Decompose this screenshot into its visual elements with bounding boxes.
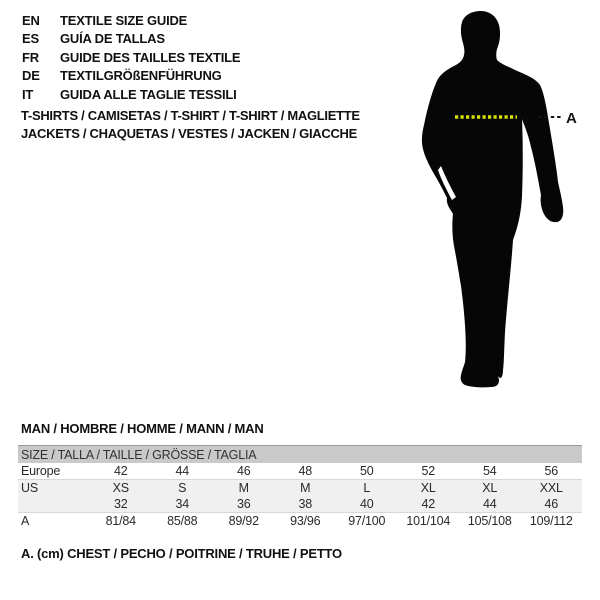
row-label: US — [18, 480, 90, 497]
table-row-chest-cm — [18, 513, 582, 530]
category-line-jackets: JACKETS / CHAQUETAS / VESTES / JACKEN / GIACCHE — [21, 126, 357, 141]
cell: 89/92 — [213, 513, 275, 530]
cell: 101/104 — [398, 513, 460, 530]
cell: 81/84 — [90, 513, 152, 530]
cell: 54 — [482, 464, 497, 478]
cell: 97/100 — [336, 513, 398, 530]
cell: 32 — [90, 496, 152, 513]
language-title: TEXTILGRÖßENFÜHRUNG — [60, 68, 222, 84]
cell: L — [336, 480, 398, 497]
cell: 42 — [398, 496, 460, 513]
cell: 52 — [421, 464, 435, 478]
silhouette-svg — [395, 8, 580, 398]
language-code: ES — [22, 31, 39, 47]
table-row-us-letters — [18, 480, 582, 497]
language-title: TEXTILE SIZE GUIDE — [60, 13, 188, 28]
language-title: GUIDE DES TAILLES TEXTILE — [60, 49, 241, 65]
language-title: GUIDA ALLE TAGLIE TESSILI — [60, 86, 237, 102]
category-line-tshirts: T-SHIRTS / CAMISETAS / T-SHIRT / T-SHIRT / MAGLIETTE — [21, 108, 360, 123]
language-code: IT — [22, 86, 34, 102]
cell: 44 — [459, 496, 521, 513]
cell: 109/112 — [521, 513, 583, 530]
section-title: MAN / HOMBRE / HOMME / MANN / MAN — [21, 421, 264, 436]
man-silhouette — [422, 11, 563, 387]
cell: XS — [90, 480, 152, 497]
cell: 38 — [275, 496, 337, 513]
language-list — [22, 12, 240, 104]
language-row — [22, 49, 240, 67]
language-row — [22, 67, 240, 85]
language-code: DE — [22, 68, 40, 84]
cell: 40 — [336, 496, 398, 513]
category-block — [21, 107, 360, 143]
cell: M — [213, 480, 275, 497]
cell: 36 — [213, 496, 275, 513]
table-header-row — [18, 446, 582, 464]
language-row — [22, 86, 240, 104]
cell: 56 — [544, 464, 558, 478]
cell: 48 — [298, 464, 312, 478]
cell: 34 — [152, 496, 214, 513]
language-row — [22, 12, 240, 30]
measure-footnote: A. (cm) CHEST / PECHO / POITRINE / TRUHE / PETTO — [21, 546, 342, 561]
table-row-europe — [18, 463, 582, 480]
cell: 93/96 — [275, 513, 337, 530]
cell: 42 — [113, 464, 128, 478]
table-row-us-numbers — [18, 496, 582, 513]
cell: 50 — [359, 464, 374, 478]
language-row — [22, 30, 240, 48]
cell: 46 — [521, 496, 583, 513]
language-code: EN — [22, 13, 40, 28]
cell: S — [152, 480, 214, 497]
row-label — [18, 496, 90, 513]
cell: XL — [398, 480, 460, 497]
measure-label-a: A — [566, 110, 577, 127]
cell: 44 — [175, 464, 189, 478]
cell: XXL — [521, 480, 583, 497]
size-table — [18, 445, 582, 529]
language-title: GUÍA DE TALLAS — [60, 31, 165, 47]
table-header-label: SIZE / TALLA / TAILLE / GRÖSSE / TAGLIA — [18, 446, 582, 464]
cell: M — [275, 480, 337, 497]
row-label: A — [18, 513, 90, 530]
cell: 85/88 — [152, 513, 214, 530]
cell: 105/108 — [459, 513, 521, 530]
cell: XL — [459, 480, 521, 497]
row-label: Europe — [21, 464, 61, 478]
man-silhouette-figure — [395, 8, 580, 398]
language-code: FR — [22, 49, 39, 65]
cell: 46 — [236, 464, 251, 478]
